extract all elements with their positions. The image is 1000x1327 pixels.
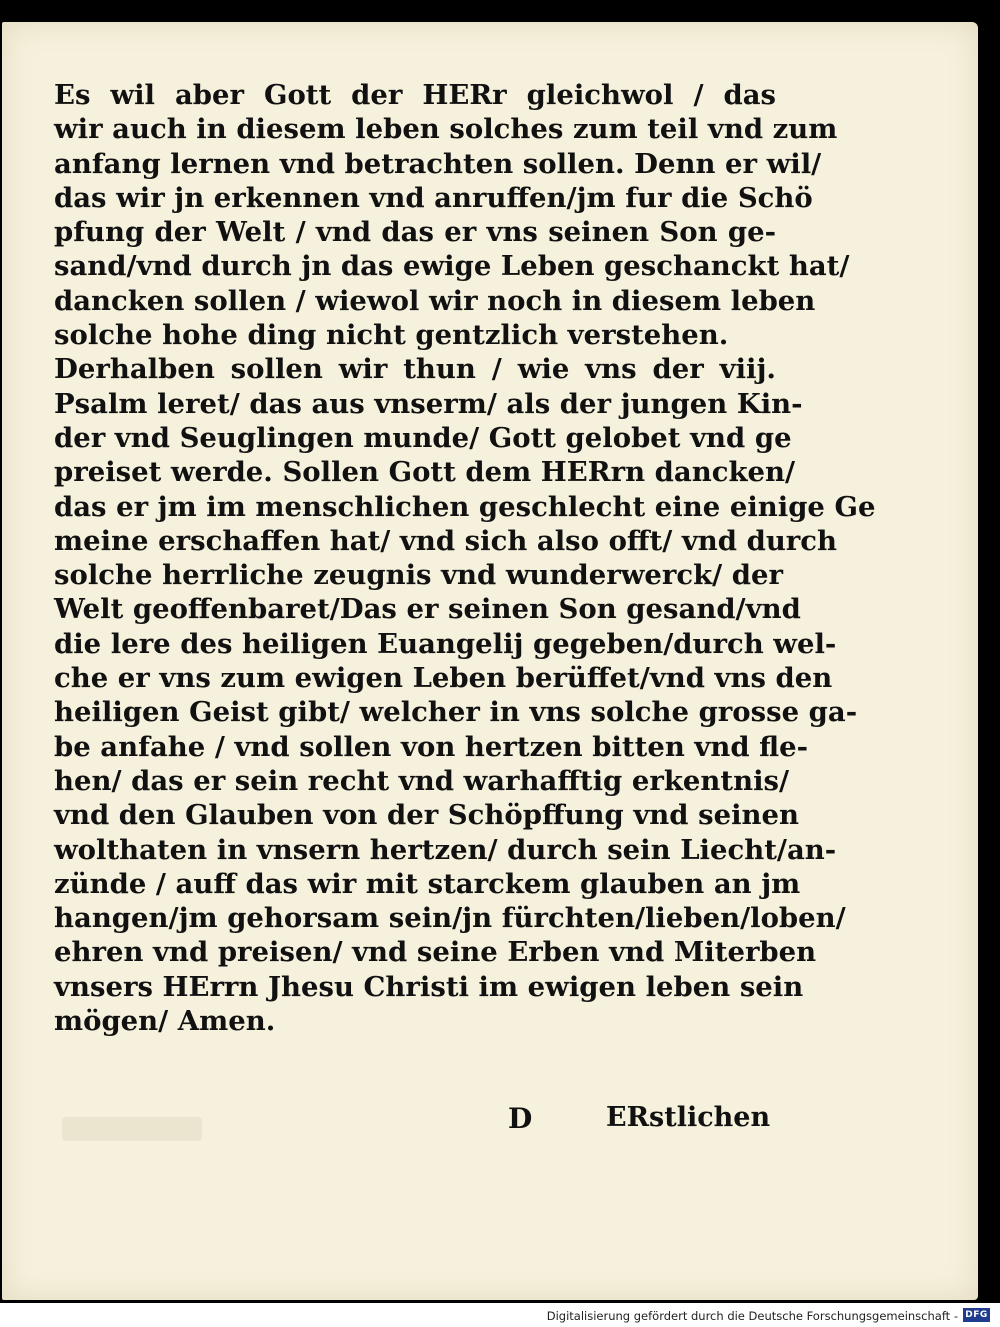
text-line: der vnd Seuglingen munde/ Gott gelobet vnd ge (54, 421, 792, 454)
text-line: preiset werde. Sollen Gott dem HERrn dancken/ (54, 456, 796, 489)
text-line: vnsers HErrn Jhesu Christi im ewigen leben sein (54, 970, 804, 1003)
text-line: vnd den Glauben von der Schöpffung vnd seinen (54, 799, 799, 832)
text-line: be anfahe / vnd sollen von hertzen bitten vnd fle- (54, 730, 809, 763)
dfg-logo: DFG (963, 1308, 990, 1322)
text-line: sand/vnd durch jn das ewige Leben geschanckt hat/ (54, 250, 850, 283)
text-line: hangen/jm gehorsam sein/jn fürchten/lieben/loben/ (54, 902, 846, 935)
text-line: hen/ das er sein recht vnd warhafftig erkentnis/ (54, 764, 790, 797)
text-line: Welt geoffenbaret/Das er seinen Son gesand/vnd (54, 593, 801, 626)
text-line: solche herrliche zeugnis vnd wunderwerck/ der (54, 559, 784, 592)
signature-mark: D (508, 1102, 533, 1135)
text-line: pfung der Welt / vnd das er vns seinen Son ge- (54, 216, 776, 249)
text-line: heiligen Geist gibt/ welcher in vns solche grosse ga- (54, 696, 858, 729)
body-text (54, 78, 876, 1038)
credit-bar (0, 1303, 1000, 1327)
text-line: dancken sollen / wiewol wir noch in diesem leben (54, 284, 816, 317)
text-line: Es wil aber Gott der HERr gleichwol / das (54, 79, 776, 111)
text-line: ehren vnd preisen/ vnd seine Erben vnd Miterben (54, 936, 817, 969)
text-line: wir auch in diesem leben solches zum teil vnd zum (54, 113, 838, 146)
text-line: anfang lernen vnd betrachten sollen. Denn er wil/ (54, 147, 822, 180)
text-line: das er jm im menschlichen geschlecht eine einige Ge (54, 490, 876, 523)
text-line: che er vns zum ewigen Leben berüffet/vnd vns den (54, 662, 833, 695)
text-line: wolthaten in vnsern hertzen/ durch sein Liecht/an- (54, 833, 837, 866)
text-line: Derhalben sollen wir thun / wie vns der viij. (54, 353, 776, 386)
funding-credit: Digitalisierung gefördert durch die Deutsche Forschungsgemeinschaft - (546, 1309, 958, 1323)
text-line: zünde / auff das wir mit starckem glauben an jm (54, 867, 801, 900)
text-line: solche hohe ding nicht gentzlich verstehen. (54, 319, 729, 352)
text-line: Psalm leret/ das aus vnserm/ als der jungen Kin- (54, 387, 803, 420)
show-through-ghost (62, 1117, 202, 1141)
text-line: mögen/ Amen. (54, 1005, 276, 1038)
text-line: das wir jn erkennen vnd anruffen/jm fur die Schö (54, 181, 813, 214)
text-line: meine erschaffen hat/ vnd sich also offt/ vnd durch (54, 524, 838, 557)
text-line: die lere des heiligen Euangelij gegeben/durch wel- (54, 627, 837, 660)
catchword: ERstlichen (606, 1102, 771, 1133)
